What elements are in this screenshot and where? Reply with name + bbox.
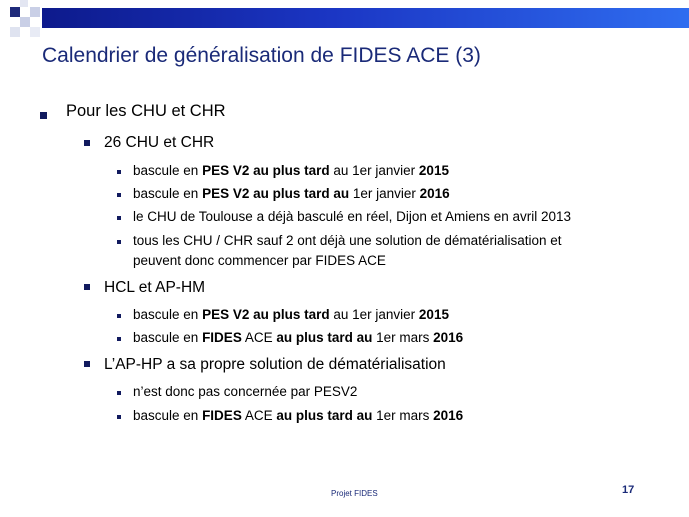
decor-square — [10, 27, 20, 37]
list-item: le CHU de Toulouse a déjà basculé en réel, Dijon et Amiens en avril 2013 — [133, 209, 572, 224]
list-item: tous les CHU / CHR sauf 2 ont déjà une solution de dématérialisation et peuvent donc commencer par FIDES ACE — [133, 233, 562, 268]
header-gradient-bar — [42, 8, 689, 28]
bullet-square-icon — [117, 193, 121, 197]
bullet-square-icon — [117, 240, 121, 244]
bullet-square-icon — [117, 216, 121, 220]
bullet-square-icon — [40, 112, 47, 119]
decor-square — [20, 17, 30, 27]
section-heading-aphp: L’AP-HP a sa propre solution de dématérialisation — [104, 356, 446, 373]
bullet-square-icon — [117, 415, 121, 419]
decor-square — [20, 0, 28, 7]
list-item: bascule en PES V2 au plus tard au 1er janvier 2015 — [133, 307, 449, 322]
decor-square — [30, 7, 40, 17]
bullet-square-icon — [117, 391, 121, 395]
bullet-level1: Pour les CHU et CHR — [66, 102, 226, 120]
section-heading-chu: 26 CHU et CHR — [104, 134, 215, 151]
section-heading-hcl: HCL et AP-HM — [104, 279, 206, 296]
bullet-square-icon — [84, 140, 90, 146]
page-number: 17 — [622, 484, 635, 496]
footer-project: Projet FIDES — [331, 489, 378, 498]
decor-square — [30, 27, 40, 37]
list-item: bascule en PES V2 au plus tard au 1er janvier 2016 — [133, 186, 450, 201]
list-item: bascule en PES V2 au plus tard au 1er janvier 2015 — [133, 163, 449, 178]
bullet-square-icon — [117, 337, 121, 341]
decor-square — [10, 7, 20, 17]
list-item: bascule en FIDES ACE au plus tard au 1er mars 2016 — [133, 330, 464, 345]
list-item: n’est donc pas concernée par PESV2 — [133, 384, 358, 399]
list-item: bascule en FIDES ACE au plus tard au 1er mars 2016 — [133, 408, 464, 423]
bullet-square-icon — [117, 314, 121, 318]
slide-title: Calendrier de généralisation de FIDES ACE (3) — [42, 44, 481, 67]
bullet-square-icon — [117, 170, 121, 174]
bullet-square-icon — [84, 284, 90, 290]
bullet-square-icon — [84, 361, 90, 367]
